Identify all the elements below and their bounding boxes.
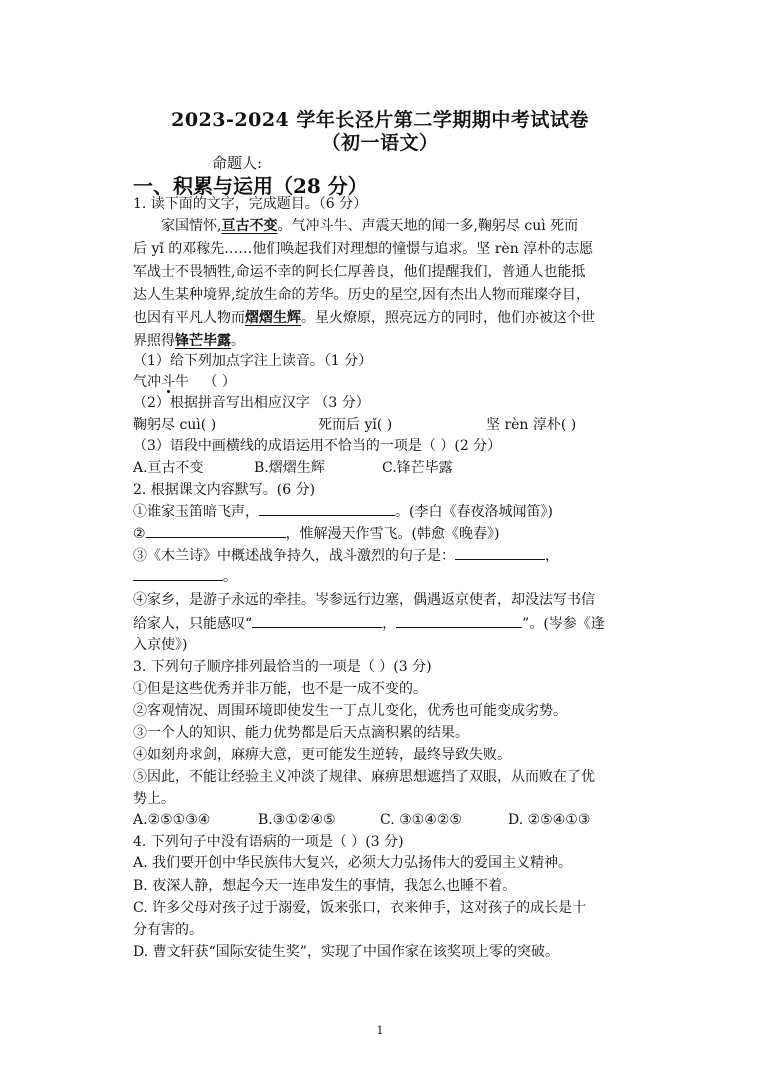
q4-option-d[interactable]: D. 曹文轩获“国际安徒生奖”，实现了中国作家在该奖项上零的突破。 [133, 944, 559, 960]
fill-blank[interactable] [146, 523, 286, 538]
q1-option-a[interactable]: A.亘古不变 [133, 460, 204, 476]
q1-sub2-item-a[interactable]: 鞠躬尽 cuì( ) [133, 417, 217, 433]
idiom-underlined: 亘古不变 [221, 218, 278, 234]
section-heading: 一、积累与运用（28 分） [133, 174, 368, 198]
q4-option-b[interactable]: B. 夜深人静，想起今天一连串发生的事情，我怎么也睡不着。 [133, 878, 517, 894]
q4-stem: 4. 下列句子中没有语病的一项是（ ）(3 分) [133, 834, 404, 850]
q3-stem: 3. 下列句子顺序排列最恰当的一项是（ ）(3 分) [133, 659, 432, 675]
question-setter-label: 命题人: [212, 154, 263, 172]
q3-sentence: ⑤因此，不能让经验主义冲淡了规律、麻痹思想遮挡了双眼，从而败在了优 [133, 769, 595, 785]
q3-option-d[interactable]: D. ②⑤④①③ [508, 812, 591, 828]
q1-sub1-item: 气冲斗牛 （ ） [133, 374, 236, 390]
fill-blank[interactable] [133, 566, 223, 581]
q3-option-c[interactable]: C. ③①④②⑤ [380, 812, 462, 828]
q3-option-a[interactable]: A.②⑤①③④ [133, 812, 211, 828]
q2-line-4: 。 [133, 566, 237, 587]
exam-title: 2023-2024 学年长泾片第二学期期中考试试卷 [171, 109, 589, 131]
q1-sub3: （3）语段中画横线的成语运用不恰当的一项是（ ）(2 分） [133, 438, 502, 454]
q1-passage-line: 界照得锋芒毕露。 [133, 333, 245, 349]
q4-option-c-cont: 分有害的。 [133, 922, 203, 938]
q1-passage-line: 也因有平凡人物而熠熠生辉。星火燎原，照亮远方的同时，他们亦被这个世 [133, 310, 595, 326]
idiom-underlined: 锋芒毕露 [175, 333, 231, 349]
circled-number-2: ② [133, 526, 146, 542]
q1-passage-line: 军战士不畏牺牲,命运不幸的阿长仁厚善良，他们提醒我们，普通人也能抵 [133, 264, 586, 280]
page-number: 1 [376, 1024, 384, 1037]
fill-blank[interactable] [252, 613, 382, 628]
q2-line-6: 给家人，只能感叹“ ， ”。(岑参《逢 [133, 613, 605, 634]
q1-sub1: （1）给下列加点字注上读音。（1 分） [133, 353, 373, 369]
q1-sub2: （2）根据拼音写出相应汉字 （3 分） [133, 395, 370, 411]
q3-sentence: ③一个人的知识、能力优势都是后天点滴积累的结果。 [133, 725, 469, 741]
q3-sentence: ②客观情况、周围环境即使发生一丁点儿变化，优秀也可能变成劣势。 [133, 703, 567, 719]
q1-passage-line: 后 yǐ 的邓稼先……他们唤起我们对理想的憧憬与追求。坚 rèn 淳朴的志愿 [133, 241, 594, 257]
q3-sentence: ①但是这些优秀并非万能，也不是一成不变的。 [133, 681, 427, 697]
answer-blank[interactable]: （ ） [203, 374, 236, 390]
q1-option-b[interactable]: B.熠熠生辉 [254, 460, 325, 476]
q1-option-c[interactable]: C.锋芒毕露 [382, 460, 453, 476]
q3-sentence: ④如刻舟求剑，麻痹大意，更可能发生逆转，最终导致失败。 [133, 747, 511, 763]
q1-passage-line: 家国情怀,亘古不变。气冲斗牛、声震天地的闻一多,鞠躬尽 cuì 死而 [161, 218, 579, 234]
q2-line-7: 入京使》) [133, 637, 188, 653]
q2-stem: 2. 根据课文内容默写。(6 分) [133, 482, 316, 498]
q2-line-1: ①谁家玉笛暗飞声， 。(李白《春夜洛城闻笛》) [133, 501, 553, 522]
q3-sentence-cont: 势上。 [133, 791, 175, 807]
q2-line-5: ④家乡，是游子永远的牵挂。岑参远行边塞，偶遇返京使者，却没法写书信 [133, 592, 595, 608]
fill-blank[interactable] [396, 613, 522, 628]
q2-line-2: ② ，惟解漫天作雪飞。(韩愈《晚春》) [133, 523, 500, 544]
q1-sub2-item-b[interactable]: 死而后 yǐ( ) [318, 417, 393, 433]
q1-stem: 1. 读下面的文字，完成题目。（6 分） [133, 196, 368, 212]
q4-option-a[interactable]: A. 我们要开创中华民族伟大复兴，必须大力弘扬伟大的爱国主义精神。 [133, 855, 573, 871]
fill-blank[interactable] [455, 545, 545, 560]
q3-option-b[interactable]: B.③①②④⑤ [258, 812, 336, 828]
q2-line-3: ③《木兰诗》中概述战争持久，战斗激烈的句子是： ， [133, 545, 559, 566]
q1-sub2-item-c[interactable]: 坚 rèn 淳朴( ) [486, 417, 577, 433]
idiom-underlined: 熠熠生辉 [245, 310, 301, 326]
q4-option-c[interactable]: C. 许多父母对孩子过于溺爱，饭来张口，衣来伸手，这对孩子的成长是十 [133, 900, 587, 916]
fill-blank[interactable] [259, 501, 395, 516]
dotted-character: 斗 [161, 374, 175, 390]
exam-subtitle: （初一语文） [321, 132, 439, 154]
q1-passage-line: 达人生某种境界,绽放生命的芳华。历史的星空,因有杰出人物而璀璨夺目， [133, 287, 590, 303]
